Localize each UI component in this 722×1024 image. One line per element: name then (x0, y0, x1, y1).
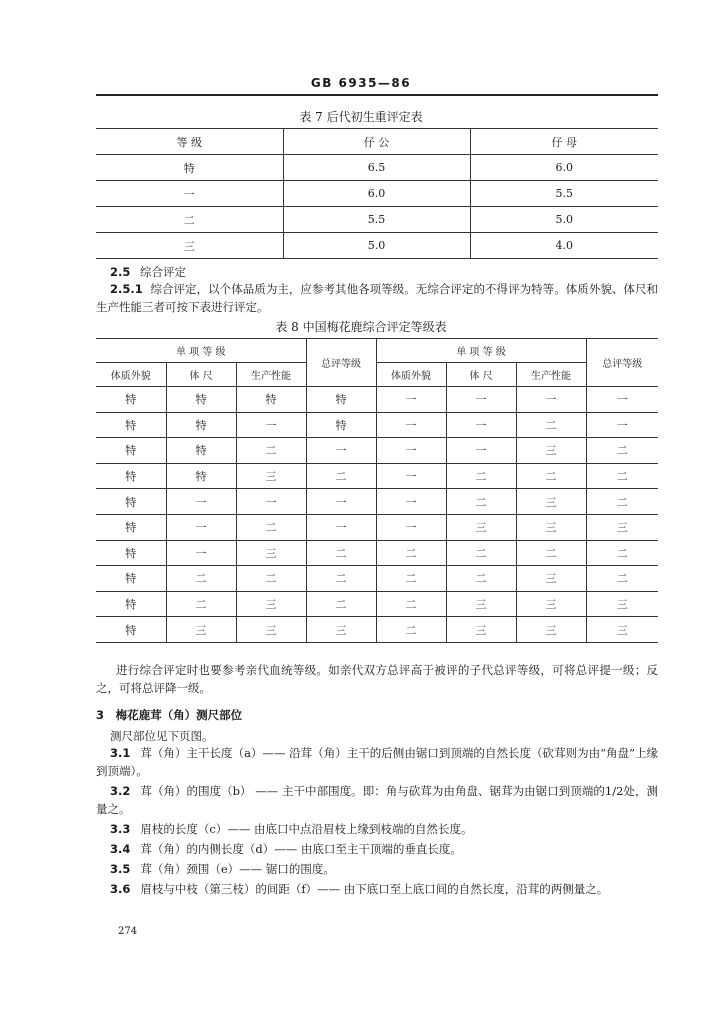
table-cell: 二 (96, 207, 283, 233)
table-cell: 特 (166, 438, 236, 464)
measurement-item (96, 840, 658, 858)
item-number: 3.6 (110, 882, 131, 896)
table-7 (96, 128, 658, 259)
table-cell: 5.5 (283, 207, 470, 233)
table-row (96, 514, 658, 540)
column-header: 仔 母 (470, 129, 658, 155)
column-header: 生产性能 (516, 363, 586, 387)
table-cell: 三 (516, 514, 586, 540)
table-cell: 三 (516, 617, 586, 643)
table-cell: 二 (376, 540, 446, 566)
column-header: 体 尺 (446, 363, 516, 387)
group-header: 单 项 等 级 (96, 339, 306, 363)
table-cell: 一 (516, 387, 586, 413)
table-cell: 一 (376, 514, 446, 540)
table-cell: 二 (306, 591, 376, 617)
table-cell: 三 (236, 463, 306, 489)
table-cell: 一 (236, 489, 306, 515)
section-number: 2.5.1 (110, 282, 143, 296)
table-row (96, 463, 658, 489)
table-cell: 二 (586, 566, 658, 592)
table-cell: 5.0 (470, 207, 658, 233)
table-cell: 三 (236, 617, 306, 643)
overall-header: 总评等级 (306, 339, 376, 387)
table-subheader-row (96, 363, 658, 387)
table-cell: 6.0 (470, 155, 658, 181)
table-cell: 一 (306, 489, 376, 515)
table-header-row (96, 129, 658, 155)
table-cell: 三 (516, 591, 586, 617)
table-cell: 二 (166, 591, 236, 617)
table-cell: 4.0 (470, 233, 658, 259)
table-cell: 6.5 (283, 155, 470, 181)
section-title: 综合评定 (140, 265, 187, 279)
table-cell: 特 (96, 463, 166, 489)
table-cell: 一 (306, 438, 376, 464)
table-cell: 三 (236, 540, 306, 566)
table-row (96, 233, 658, 259)
section-2-5-1 (96, 280, 658, 316)
item-text: 茸（角）的内侧长度（d）—— 由底口至主干顶端的垂直长度。 (140, 842, 462, 856)
measurement-item (96, 782, 658, 818)
measurement-item (96, 744, 658, 780)
table-row (96, 438, 658, 464)
table-8 (96, 338, 658, 643)
measurement-item (96, 820, 658, 838)
table-cell: 特 (306, 412, 376, 438)
column-header: 体质外貌 (96, 363, 166, 387)
table-row (96, 207, 658, 233)
measurement-items (96, 744, 658, 900)
section-3 (96, 706, 658, 724)
table-cell: 5.0 (283, 233, 470, 259)
table-cell: 特 (166, 463, 236, 489)
table-cell: 一 (586, 387, 658, 413)
table-cell: 二 (306, 540, 376, 566)
table-row (96, 181, 658, 207)
table-cell: 二 (586, 540, 658, 566)
table-cell: 特 (96, 412, 166, 438)
column-header: 体 尺 (166, 363, 236, 387)
table-cell: 一 (306, 514, 376, 540)
table-cell: 一 (376, 463, 446, 489)
table-cell: 二 (236, 566, 306, 592)
item-text: 眉枝的长度（c）—— 由底口中点沿眉枝上缘到枝端的自然长度。 (140, 822, 473, 836)
table-cell: 三 (236, 591, 306, 617)
table-cell: 特 (96, 617, 166, 643)
paragraph-text: 综合评定，以个体品质为主，应参考其他各项等级。无综合评定的不得评为特等。体质外貌、体尺和生产性能三者可按下表进行评定。 (96, 282, 659, 314)
table-row (96, 540, 658, 566)
table-cell: 6.0 (283, 181, 470, 207)
table-cell: 二 (446, 566, 516, 592)
table-cell: 二 (516, 463, 586, 489)
page-number: 274 (118, 926, 138, 937)
section-number: 3 (96, 708, 105, 722)
table-cell: 一 (376, 489, 446, 515)
table-cell: 三 (586, 514, 658, 540)
table-cell: 特 (236, 387, 306, 413)
table-cell: 一 (166, 540, 236, 566)
overall-header: 总评等级 (586, 339, 658, 387)
table-cell: 特 (166, 387, 236, 413)
table-cell: 一 (376, 387, 446, 413)
item-text: 茸（角）主干长度（a）—— 沿茸（角）主干的后侧由锯口到顶端的自然长度（砍茸则为由“角盘”上缘到顶端）。 (96, 746, 658, 778)
section-number: 2.5 (110, 265, 131, 279)
table-cell: 三 (586, 617, 658, 643)
section-3-intro: 测尺部位见下页图。 (110, 729, 214, 743)
column-header: 生产性能 (236, 363, 306, 387)
table-cell: 特 (96, 591, 166, 617)
table-cell: 特 (166, 412, 236, 438)
table-cell: 二 (586, 489, 658, 515)
item-text: 茸（角）颈围（e）—— 锯口的围度。 (140, 862, 335, 876)
table-cell: 二 (236, 438, 306, 464)
group-header: 单 项 等 级 (376, 339, 586, 363)
table-row (96, 387, 658, 413)
table-cell: 一 (166, 514, 236, 540)
table7-caption: 表 7 后代初生重评定表 (299, 110, 423, 124)
section-title: 梅花鹿茸（角）测尺部位 (115, 708, 243, 722)
item-text: 茸（角）的围度（b） —— 主干中部围度。即：角与砍茸为由角盘、锯茸为由锯口到顶端的1/2处，测量之。 (96, 784, 658, 816)
table-cell: 一 (96, 181, 283, 207)
table-row (96, 155, 658, 181)
table-row (96, 617, 658, 643)
column-header: 仔 公 (283, 129, 470, 155)
table-cell: 特 (96, 514, 166, 540)
measurement-item (96, 860, 658, 878)
table-row (96, 591, 658, 617)
table-cell: 二 (516, 540, 586, 566)
table-cell: 三 (306, 617, 376, 643)
column-header: 体质外貌 (376, 363, 446, 387)
table-cell: 三 (446, 617, 516, 643)
section-2-5 (96, 263, 658, 281)
table-cell: 一 (236, 412, 306, 438)
header-rule (96, 94, 658, 96)
page-header: GB 6935—86 (310, 76, 412, 90)
item-number: 3.3 (110, 822, 131, 836)
table-cell: 二 (166, 566, 236, 592)
table8-caption: 表 8 中国梅花鹿综合评定等级表 (275, 320, 447, 334)
table-cell: 一 (376, 412, 446, 438)
table-cell: 三 (516, 489, 586, 515)
table-cell: 特 (96, 438, 166, 464)
table-cell: 特 (96, 566, 166, 592)
table-cell: 5.5 (470, 181, 658, 207)
table-cell: 二 (306, 566, 376, 592)
table-body (96, 387, 658, 643)
table-cell: 二 (446, 540, 516, 566)
table-row (96, 566, 658, 592)
measurement-item (96, 880, 658, 898)
item-number: 3.4 (110, 842, 131, 856)
table-cell: 二 (586, 438, 658, 464)
table-cell: 特 (96, 489, 166, 515)
table-cell: 三 (96, 233, 283, 259)
table-cell: 特 (306, 387, 376, 413)
column-header: 等 级 (96, 129, 283, 155)
table-cell: 二 (516, 412, 586, 438)
table-cell: 二 (446, 489, 516, 515)
table-row (96, 489, 658, 515)
item-number: 3.2 (110, 784, 131, 798)
table-cell: 三 (586, 591, 658, 617)
table-cell: 三 (166, 617, 236, 643)
item-text: 眉枝与中枝（第三枝）的间距（f）—— 由下底口至上底口间的自然长度，沿茸的两侧量之。 (140, 882, 609, 896)
table-cell: 二 (376, 566, 446, 592)
table-cell: 一 (376, 438, 446, 464)
table-cell: 一 (586, 412, 658, 438)
table-cell: 特 (96, 155, 283, 181)
table-cell: 特 (96, 387, 166, 413)
table-cell: 二 (586, 463, 658, 489)
table-row (96, 412, 658, 438)
table-cell: 二 (376, 591, 446, 617)
table-cell: 特 (96, 540, 166, 566)
table-cell: 三 (516, 438, 586, 464)
table-cell: 三 (446, 591, 516, 617)
table-cell: 一 (446, 412, 516, 438)
table-header-row (96, 339, 658, 363)
table-cell: 二 (306, 463, 376, 489)
table-cell: 二 (236, 514, 306, 540)
table-cell: 一 (166, 489, 236, 515)
table-cell: 三 (446, 514, 516, 540)
table-cell: 二 (376, 617, 446, 643)
table-cell: 一 (446, 438, 516, 464)
item-number: 3.1 (110, 746, 131, 760)
item-number: 3.5 (110, 862, 131, 876)
table-cell: 三 (516, 566, 586, 592)
table-cell: 一 (446, 387, 516, 413)
note-paragraph: 进行综合评定时也要参考亲代血统等级。如亲代双方总评高于被评的子代总评等级，可将总评提一级；反之，可将总评降一级。 (96, 663, 658, 695)
table-cell: 二 (446, 463, 516, 489)
